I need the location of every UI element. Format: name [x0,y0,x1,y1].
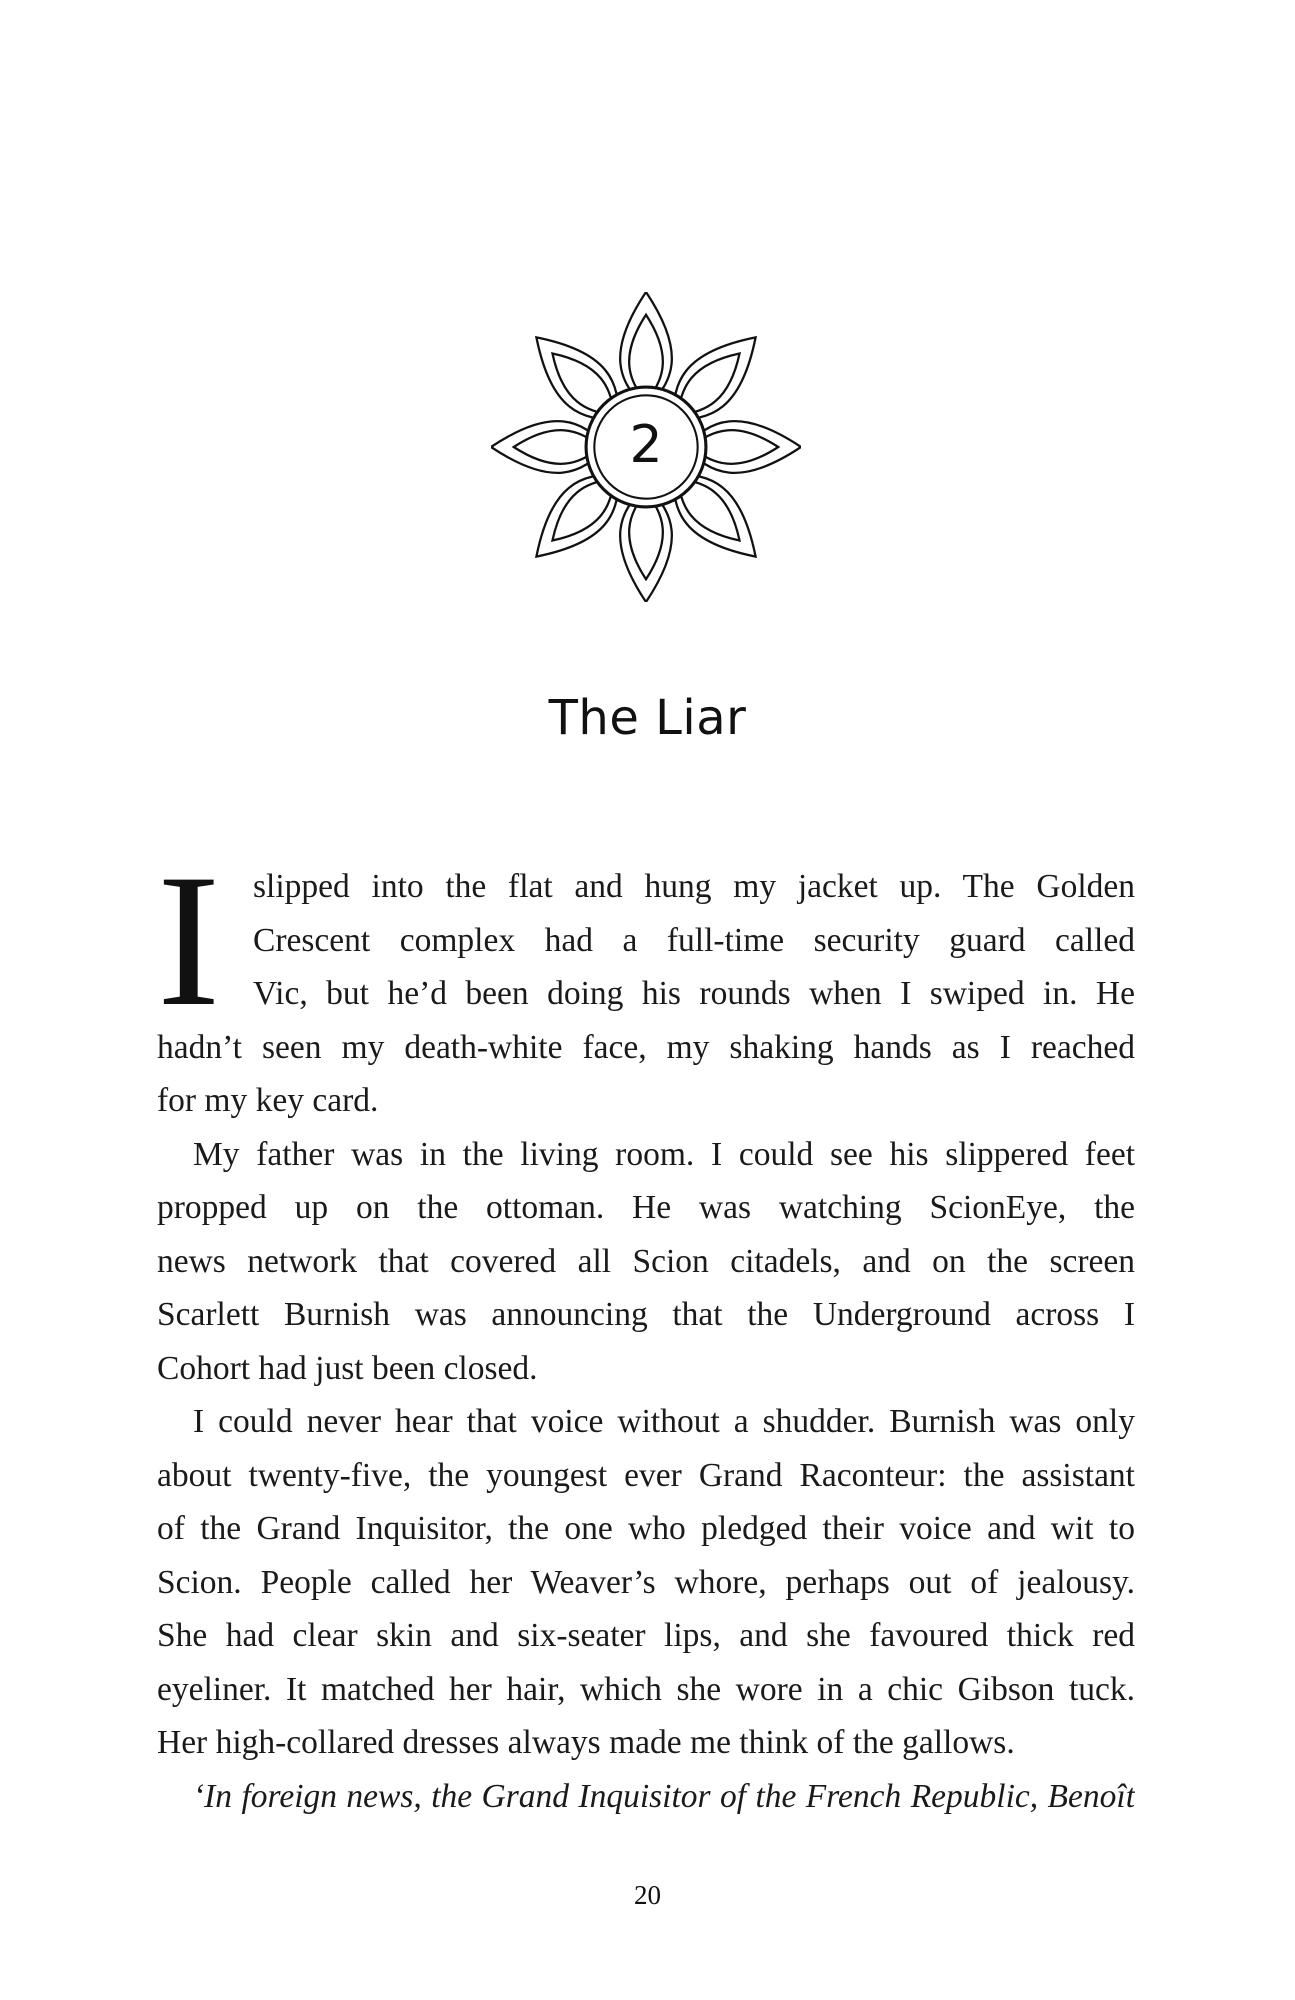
drop-cap: I [157,836,221,1046]
paragraph [157,1128,1135,1396]
page-number: 20 [634,1880,661,1910]
body-text [157,836,1135,1823]
text-line: Crescent complex had a full-time security guard called [253,921,1135,959]
text-line: Vic, but he’d been doing his rounds when I swiped in. He [253,975,1135,1012]
text-line: for my key card. [157,1082,379,1119]
chapter-emblem [491,292,801,602]
text-line: ‘In foreign news, the Grand Inquisitor of the French Republic, Benoît [193,1777,1135,1815]
text-line: news network that covered all Scion citadels, and on the screen [157,1242,1135,1280]
text-line: She had clear skin and six-seater lips, and she favoured thick red [157,1617,1135,1654]
text-line: eyeliner. It matched her hair, which she wore in a chic Gibson tuck. [157,1670,1135,1708]
text-line: slipped into the flat and hung my jacket up. The Golden [253,868,1135,905]
text-line: of the Grand Inquisitor, the one who pledged their voice and wit to [157,1510,1135,1547]
paragraph [157,836,1135,1128]
text-line: hadn’t seen my death-white face, my shaking hands as I reached [157,1028,1135,1066]
text-line: about twenty-five, the youngest ever Grand Raconteur: the assistant [157,1456,1135,1494]
chapter-number: 2 [629,415,663,475]
text-line: Cohort had just been closed. [157,1349,538,1387]
text-line: My father was in the living room. I could see his slippered feet [193,1135,1135,1173]
chapter-title: The Liar [548,690,747,746]
paragraph [157,1770,1135,1824]
text-line: Scarlett Burnish was announcing that the Underground across I [157,1296,1135,1333]
text-line: Scion. People called her Weaver’s whore, perhaps out of jealousy. [157,1563,1135,1601]
text-line: I could never hear that voice without a shudder. Burnish was only [193,1403,1135,1440]
text-line: propped up on the ottoman. He was watching ScionEye, the [157,1189,1135,1226]
text-line: Her high-collared dresses always made me think of the gallows. [157,1724,1015,1761]
paragraph [157,1395,1135,1770]
